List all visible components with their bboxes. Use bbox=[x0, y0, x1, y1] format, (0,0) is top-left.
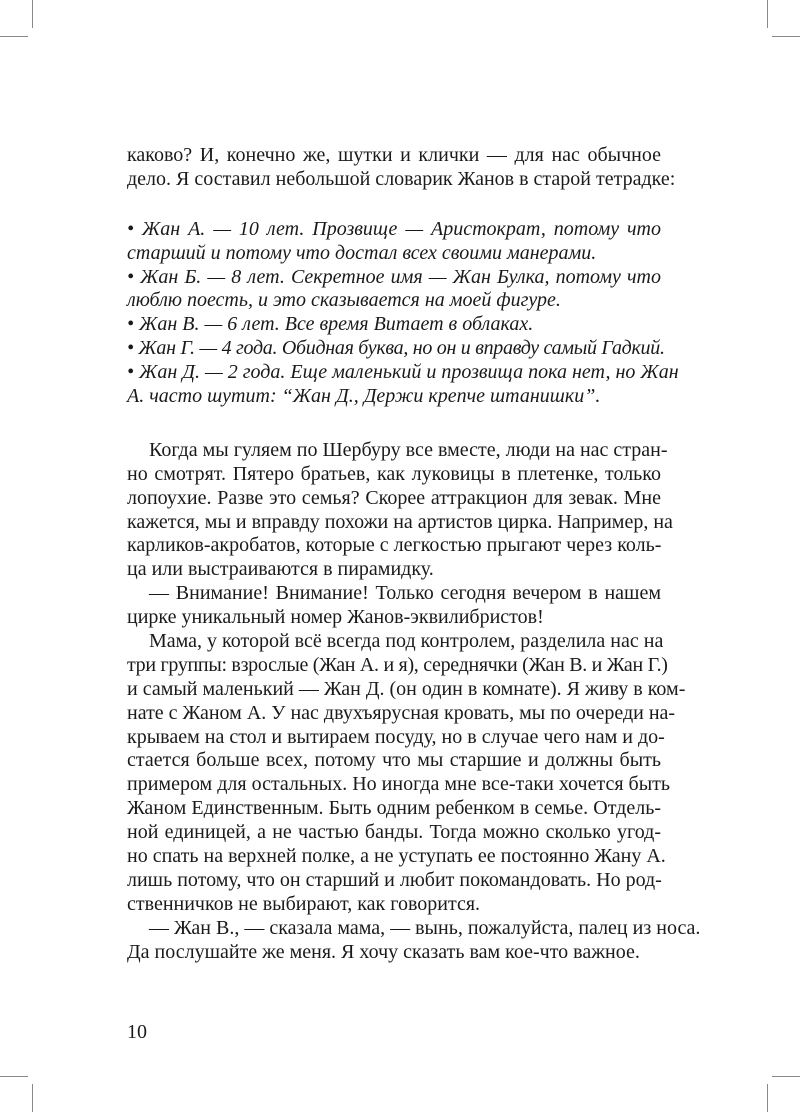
text-line: цирке уникальный номер Жанов-эквилибристов! bbox=[127, 606, 544, 629]
crop-mark bbox=[767, 0, 768, 28]
paragraph-intro bbox=[127, 144, 676, 192]
text-line: крываем на стол и вытираем посуду, но в случае чего нам и до- bbox=[127, 725, 665, 748]
list-item: • Жан Б. — 8 лет. Секретное имя — Жан Булка, потому что bbox=[127, 265, 661, 288]
list-item: • Жан В. — 6 лет. Все время Витает в облаках. bbox=[127, 313, 534, 336]
text-line: три группы: взрослые (Жан А. и я), середнячки (Жан В. и Жан Г.) bbox=[127, 653, 668, 676]
text-line: Жаном Единственным. Быть одним ребенком в семье. Отдель- bbox=[127, 797, 661, 820]
crop-mark bbox=[772, 36, 800, 37]
list-item: • Жан А. — 10 лет. Прозвище — Аристократ, потому что bbox=[127, 217, 661, 240]
text-line: каково? И, конечно же, шутки и клички — для нас обычное bbox=[127, 144, 661, 166]
text-line: ца или выстраиваются в пирамидку. bbox=[127, 558, 434, 581]
paragraph-main bbox=[127, 438, 701, 965]
list-item-cont: люблю поесть, и это сказывается на моей фигуре. bbox=[127, 289, 561, 312]
list-item-cont: старший и потому что достал всех своими манерами. bbox=[127, 241, 597, 264]
text-line: Мама, у которой всё всегда под контролем, разделила нас на bbox=[149, 630, 664, 653]
text-line: Когда мы гуляем по Шербуру все вместе, люди на нас стран- bbox=[149, 438, 668, 461]
crop-mark bbox=[32, 0, 33, 28]
text-line: дело. Я составил небольшой словарик Жанов в старой тетрадке: bbox=[127, 167, 676, 190]
list-item: • Жан Г. — 4 года. Обидная буква, но он и вправду самый Гадкий. bbox=[127, 337, 665, 360]
text-line: и самый маленький — Жан Д. (он один в комнате). Я живу в ком- bbox=[127, 677, 686, 700]
list-item: • Жан Д. — 2 года. Еще маленький и прозвища пока нет, но Жан bbox=[127, 361, 679, 384]
jean-list bbox=[127, 217, 679, 409]
text-line: ной единицей, а не частью банды. Тогда можно сколько угод- bbox=[127, 821, 661, 844]
list-item-cont: А. часто шутит: “Жан Д., Держи крепче штанишки”. bbox=[127, 385, 601, 408]
text-line: нате с Жаном А. У нас двухъярусная кровать, мы по очереди на- bbox=[127, 701, 676, 724]
text-line: стается больше всех, потому что мы старшие и должны быть bbox=[127, 749, 661, 772]
text-line: Да послушайте же меня. Я хочу сказать вам кое-что важное. bbox=[127, 940, 640, 963]
crop-mark bbox=[0, 1076, 28, 1077]
text-line: ственничков не выбирают, как говорится. bbox=[127, 892, 481, 915]
text-line: лопоухие. Разве это семья? Скорее аттракцион для зевак. Мне bbox=[127, 486, 661, 509]
text-line: — Внимание! Внимание! Только сегодня вечером в нашем bbox=[149, 582, 661, 605]
text-line: — Жан В., — сказала мама, — вынь, пожалуйста, палец из носа. bbox=[149, 916, 701, 939]
page-number: 10 bbox=[127, 1021, 147, 1043]
text-line: лишь потому, что он старший и любит покомандовать. Но род- bbox=[127, 868, 662, 891]
crop-mark bbox=[772, 1076, 800, 1077]
crop-mark bbox=[0, 36, 28, 37]
text-line: но смотрят. Пятеро братьев, как луковицы в плетенке, только bbox=[127, 462, 661, 485]
text-line: но спать на верхней полке, а не уступать ее постоянно Жану А. bbox=[127, 845, 666, 868]
text-line: карликов-акробатов, которые с легкостью прыгают через коль- bbox=[127, 534, 662, 557]
text-line: примером для остальных. Но иногда мне все-таки хочется быть bbox=[127, 773, 671, 796]
crop-mark bbox=[32, 1084, 33, 1112]
text-line: кажется, мы и вправду похожи на артистов цирка. Например, на bbox=[127, 510, 673, 533]
crop-mark bbox=[767, 1084, 768, 1112]
page-body bbox=[127, 144, 701, 965]
